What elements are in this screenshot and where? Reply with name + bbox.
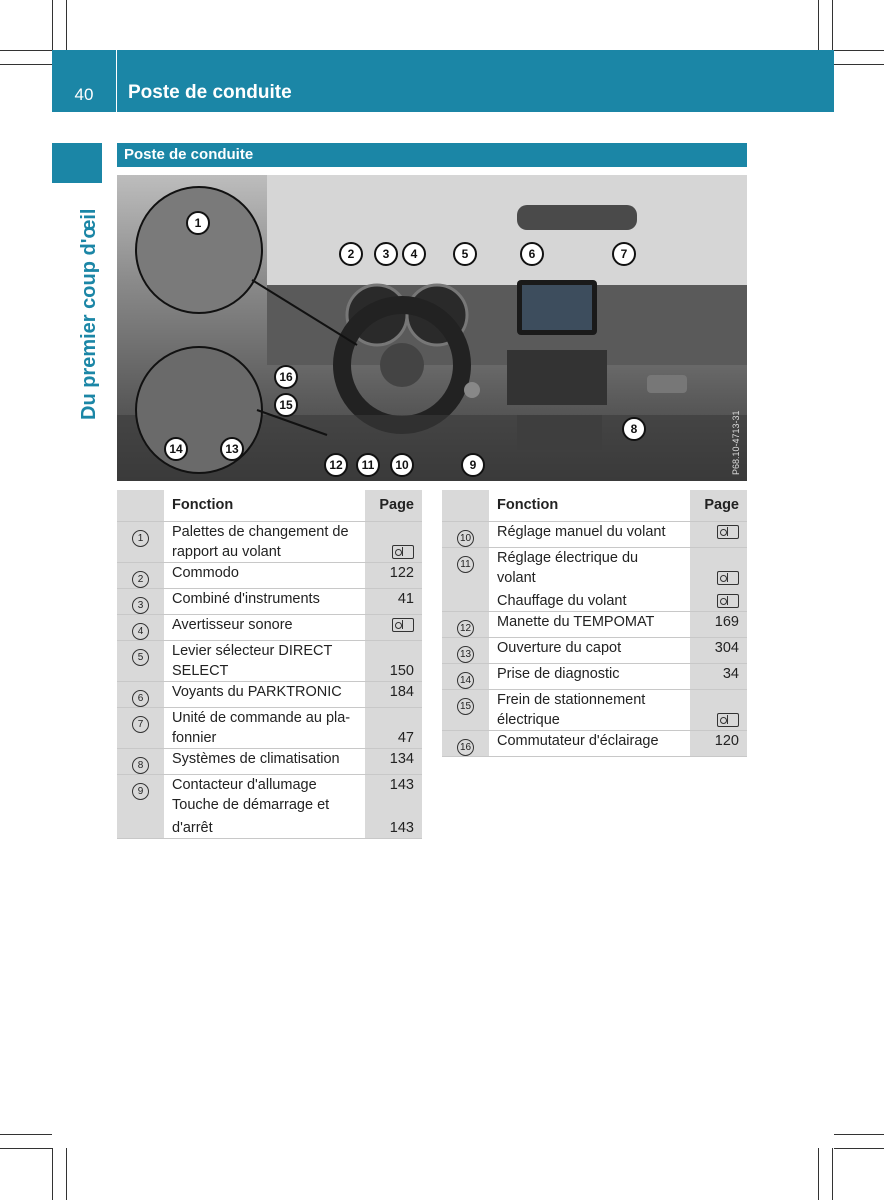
table-row [117, 563, 422, 589]
item-number: 9 [132, 783, 149, 800]
item-number: 14 [457, 672, 474, 689]
crop-mark [834, 1148, 884, 1149]
page-number: 40 [74, 85, 94, 104]
table-row [442, 522, 747, 548]
function-text: Réglage électrique du [497, 550, 639, 566]
function-table-right [442, 490, 747, 757]
function-text: Unité de commande au pla- [172, 710, 351, 726]
callout-10: 10 [390, 453, 414, 477]
callout-1: 1 [186, 211, 210, 235]
figure-code: P68.10-4713-31 [731, 410, 741, 475]
function-text: Commodo [172, 565, 239, 581]
item-number: 4 [132, 623, 149, 640]
item-number: 1 [132, 530, 149, 547]
item-number: 5 [132, 649, 149, 666]
callout-15: 15 [274, 393, 298, 417]
dashboard-illustration [117, 175, 747, 481]
table-row [117, 749, 422, 775]
column-header-page: Page [365, 490, 422, 522]
crop-mark [66, 0, 67, 50]
column-header-function: Fonction [489, 490, 690, 522]
page-number-cell: 169 [714, 614, 739, 630]
crop-mark [834, 1134, 884, 1135]
function-text: Chauffage du volant [497, 593, 627, 609]
page-number-cell: 120 [714, 733, 739, 749]
crop-mark [66, 1148, 67, 1200]
table-row [442, 664, 747, 690]
item-number: 12 [457, 620, 474, 637]
callout-4: 4 [402, 242, 426, 266]
callout-5: 5 [453, 242, 477, 266]
column-header-function: Fonction [164, 490, 365, 522]
page-number-cell: 143 [389, 820, 414, 836]
table-row [117, 775, 422, 839]
item-number: 3 [132, 597, 149, 614]
callout-6: 6 [520, 242, 544, 266]
crop-mark [52, 1148, 53, 1200]
dashboard-figure [117, 175, 747, 481]
page-number-cell: 150 [389, 663, 414, 679]
table-row [442, 690, 747, 731]
function-text: Touche de démarrage et [172, 797, 330, 813]
item-number: 15 [457, 698, 474, 715]
page-number-cell: 134 [389, 751, 414, 767]
item-number: 6 [132, 690, 149, 707]
crop-mark [0, 1148, 52, 1149]
callout-11: 11 [356, 453, 380, 477]
callout-7: 7 [612, 242, 636, 266]
manual-reference-icon [717, 713, 739, 727]
callout-8: 8 [622, 417, 646, 441]
function-text: Commutateur d'éclairage [497, 733, 659, 749]
function-text: Manette du TEMPOMAT [497, 614, 655, 630]
page-title: Poste de conduite [128, 82, 292, 103]
manual-reference-icon [717, 571, 739, 585]
callout-2: 2 [339, 242, 363, 266]
function-text: Systèmes de climatisation [172, 751, 340, 767]
table-row [117, 682, 422, 708]
function-text: Palettes de changement de [172, 524, 349, 540]
function-table-left [117, 490, 422, 839]
function-text: d'arrêt [172, 820, 213, 836]
function-text: Combiné d'instruments [172, 591, 320, 607]
table-row [442, 548, 747, 612]
chapter-label: Du premier coup d'œil [78, 208, 100, 420]
function-text: électrique [497, 712, 560, 728]
crop-mark [0, 1134, 52, 1135]
function-text: SELECT [172, 663, 229, 679]
callout-12: 12 [324, 453, 348, 477]
crop-mark [0, 64, 52, 65]
page-number-cell: 41 [397, 591, 414, 607]
function-text: Contacteur d'allumage [172, 777, 317, 793]
function-text: fonnier [172, 730, 217, 746]
function-text: Ouverture du capot [497, 640, 622, 656]
callout-3: 3 [374, 242, 398, 266]
manual-reference-icon [717, 525, 739, 539]
table-row [117, 589, 422, 615]
header-divider [116, 50, 117, 112]
table-row [442, 731, 747, 757]
item-number: 2 [132, 571, 149, 588]
crop-mark [818, 0, 819, 50]
crop-mark [52, 0, 53, 50]
callout-13: 13 [220, 437, 244, 461]
crop-mark [832, 0, 833, 50]
manual-reference-icon [717, 594, 739, 608]
manual-reference-icon [392, 545, 414, 559]
callout-9: 9 [461, 453, 485, 477]
function-text: Voyants du PARKTRONIC [172, 684, 342, 700]
callout-16: 16 [274, 365, 298, 389]
manual-reference-icon [392, 618, 414, 632]
item-number: 16 [457, 739, 474, 756]
table-row [117, 522, 422, 563]
item-number: 10 [457, 530, 474, 547]
side-tab-marker [52, 143, 102, 183]
table-row [117, 641, 422, 682]
function-text: rapport au volant [172, 544, 281, 560]
callout-14: 14 [164, 437, 188, 461]
page-number-cell: 47 [397, 730, 414, 746]
table-row [442, 638, 747, 664]
item-number: 11 [457, 556, 474, 573]
page-number-cell: 34 [722, 666, 739, 682]
table-row [442, 612, 747, 638]
section-title: Poste de conduite [117, 143, 747, 167]
column-header-page: Page [690, 490, 747, 522]
item-number: 7 [132, 716, 149, 733]
function-text: Prise de diagnostic [497, 666, 620, 682]
item-number: 8 [132, 757, 149, 774]
crop-mark [0, 50, 52, 51]
table-row [117, 615, 422, 641]
function-text: volant [497, 570, 536, 586]
function-text: Réglage manuel du volant [497, 524, 666, 540]
function-text: Levier sélecteur DIRECT [172, 643, 333, 659]
crop-mark [832, 1148, 833, 1200]
table-row [117, 708, 422, 749]
crop-mark [834, 64, 884, 65]
crop-mark [834, 50, 884, 51]
function-text: Avertisseur sonore [172, 617, 293, 633]
page-number-cell: 143 [389, 777, 414, 793]
page-number-cell: 122 [389, 565, 414, 581]
crop-mark [818, 1148, 819, 1200]
page-number-cell: 184 [389, 684, 414, 700]
page-number-cell: 304 [714, 640, 739, 656]
function-text: Frein de stationnement [497, 692, 646, 708]
item-number: 13 [457, 646, 474, 663]
